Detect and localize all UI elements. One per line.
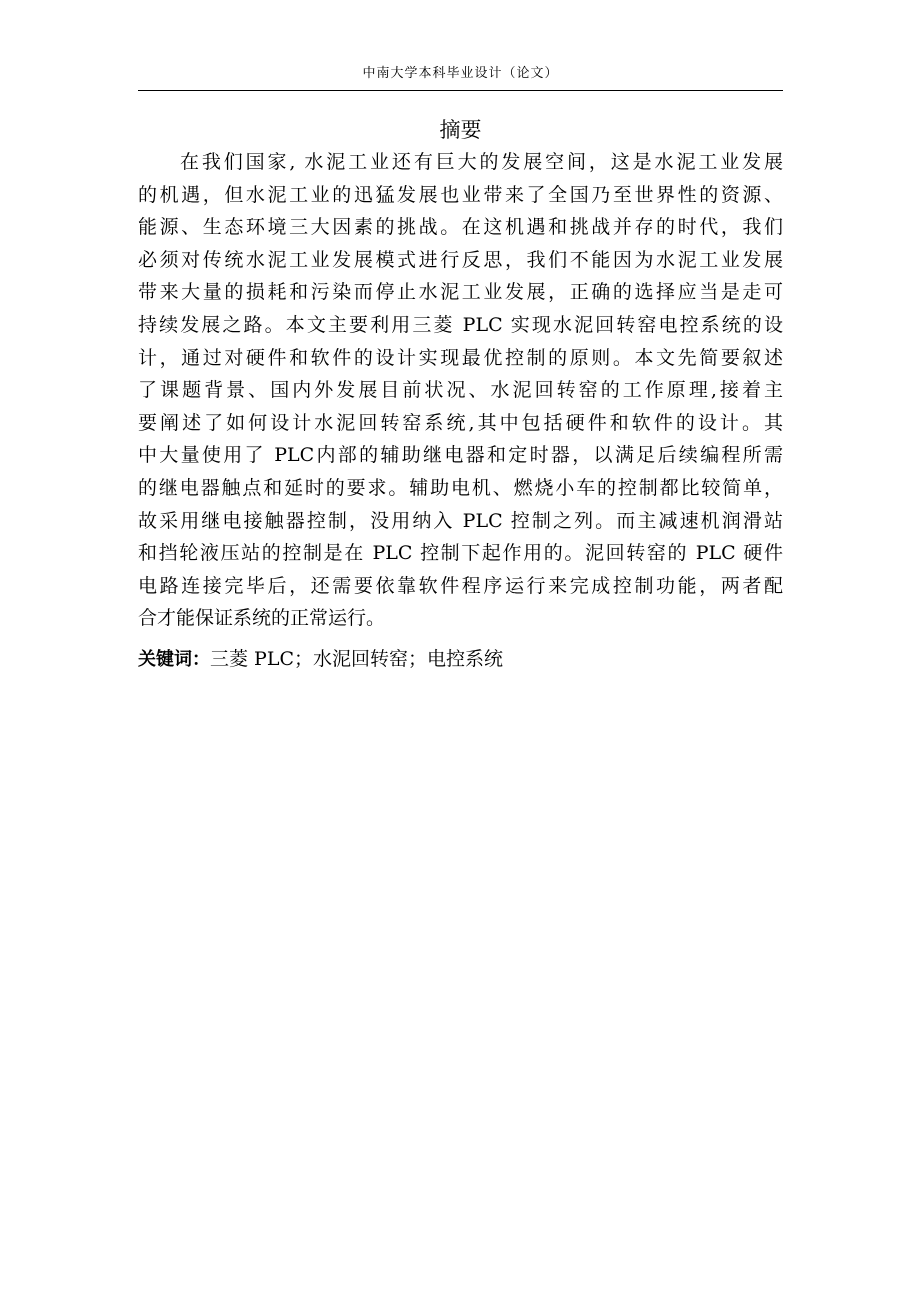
running-header: 中南大学本科毕业设计（论文） [362, 66, 559, 81]
abstract-line: 故采用继电接触器控制，没用纳入 PLC 控制之列。而主减速机润滑站 [138, 509, 783, 532]
abstract-line: 能源、生态环境三大因素的挑战。在这机遇和挑战并存的时代，我们 [138, 216, 783, 239]
abstract-line: 电路连接完毕后，还需要依靠软件程序运行来完成控制功能，两者配 [138, 574, 783, 597]
abstract-title: 摘要 [439, 118, 482, 142]
abstract-line: 带来大量的损耗和污染而停止水泥工业发展，正确的选择应当是走可 [138, 281, 783, 304]
abstract-line: 合才能保证系统的正常运行。 [138, 607, 386, 630]
abstract-line: 了课题背景、国内外发展目前状况、水泥回转窑的工作原理,接着主 [138, 379, 783, 402]
abstract-line: 中大量使用了 PLC内部的辅助继电器和定时器，以满足后续编程所需 [138, 444, 783, 467]
abstract-line: 计，通过对硬件和软件的设计实现最优控制的原则。本文先简要叙述 [138, 346, 783, 369]
abstract-line: 持续发展之路。本文主要利用三菱 PLC 实现水泥回转窑电控系统的设 [138, 313, 783, 336]
keywords [138, 643, 783, 676]
keywords-label: 关键词： [138, 649, 210, 670]
abstract-line: 在我们国家, 水泥工业还有巨大的发展空间，这是水泥工业发展 [180, 151, 783, 173]
abstract-line: 和挡轮液压站的控制是在 PLC 控制下起作用的。泥回转窑的 PLC 硬件 [138, 542, 783, 565]
keywords-value: 三菱 PLC；水泥回转窑；电控系统 [210, 648, 503, 670]
abstract-line: 的机遇，但水泥工业的迅猛发展也业带来了全国乃至世界性的资源、 [138, 183, 783, 206]
abstract-line: 的继电器触点和延时的要求。辅助电机、燃烧小车的控制都比较简单， [138, 476, 783, 499]
abstract-body [138, 146, 783, 635]
abstract-line: 要阐述了如何设计水泥回转窑系统,其中包括硬件和软件的设计。其 [138, 411, 783, 434]
header-rule [138, 90, 783, 91]
abstract-line: 必须对传统水泥工业发展模式进行反思，我们不能因为水泥工业发展 [138, 248, 783, 271]
